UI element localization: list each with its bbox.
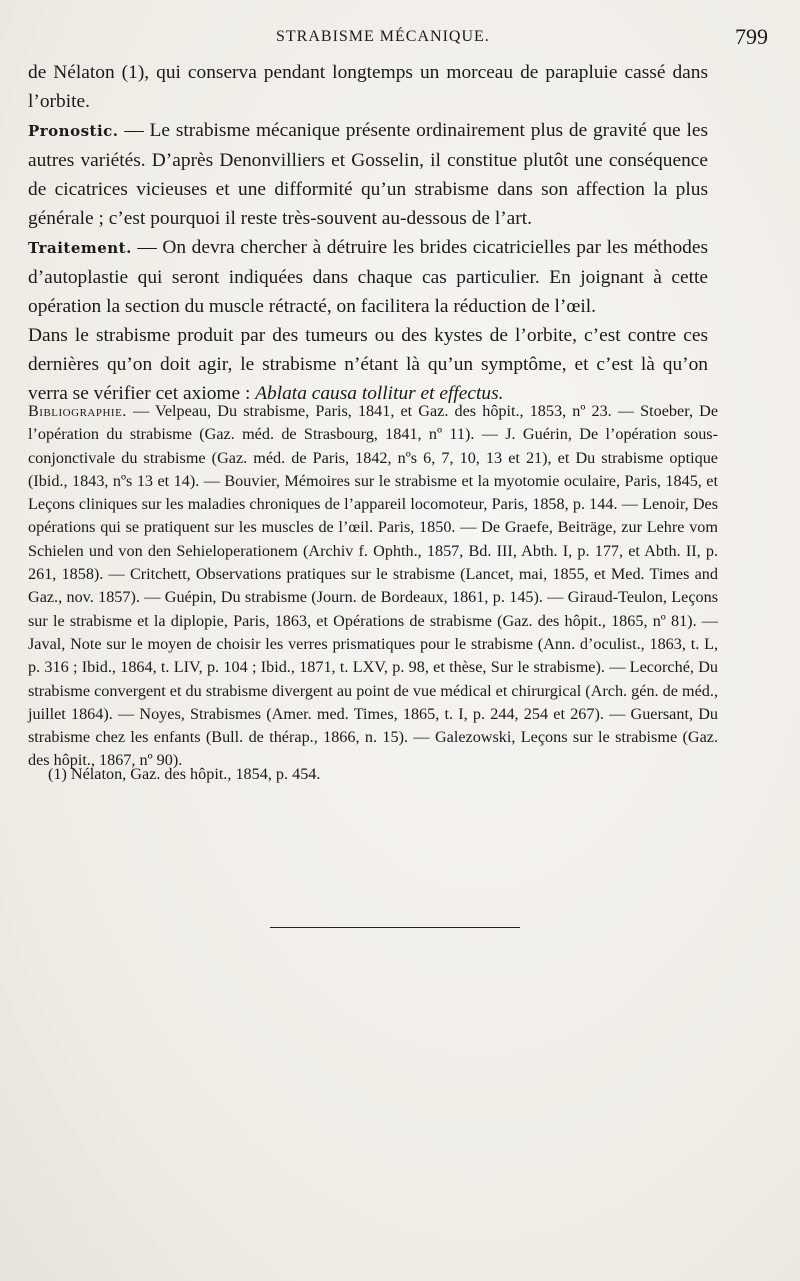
bibliography [28,400,718,773]
tumeurs-text: Dans le strabisme produit par des tumeurs ou des kystes de l’orbite, c’est contre ces dernières qu’on doit agir, le strabisme n’étant là qu’un symptôme, et c’est là qu’on verra se vérifier cet axiome : [28,325,708,404]
footnote: (1) Nélaton, Gaz. des hôpit., 1854, p. 454. [48,765,321,783]
running-title: STRABISME MÉCANIQUE. [276,28,490,45]
paragraph-pronostic [28,116,708,233]
end-rule [270,927,520,928]
pronostic-heading: Pronostic. [28,122,119,140]
pronostic-text: — Le strabisme mécanique présente ordinairement plus de gravité que les autres variétés. D’après Denonvilliers et Gosselin, il constitue plutôt une conséquence de cicatrices vicieuses et une difformité qu’un strabisme dans son affection la plus générale ; c’est pourquoi il reste très-souvent au-dessous de l’art. [28,120,708,229]
traitement-text: — On devra chercher à détruire les brides cicatricielles par les méthodes d’autoplastie qui seront indiquées dans chaque cas particulier. En joignant à cette opération la section du muscle rétracté, on facilitera la réduction de l’œil. [28,237,708,317]
main-text [28,58,708,408]
bibliography-text: — Velpeau, Du strabisme, Paris, 1841, et Gaz. des hôpit., 1853, nº 23. — Stoeber, De l’opération du strabisme (Gaz. méd. de Strasbourg, 1841, nº 11). — J. Guérin, De l’opération sous-conjonctivale du strabisme (Gaz. méd. de Paris, 1842, nºs 6, 7, 10, 13 et 21), et Du strabisme optique (Ibid., 1843, nºs 13 et 14). — Bouvier, Mémoires sur le strabisme et la myotomie oculaire, Paris, 1845, et Leçons cliniques sur les maladies chroniques de l’appareil locomoteur, Paris, 1858, p. 144. — Lenoir, Des opérations qui se pratiquent sur les muscles de l’œil. Paris, 1850. — De Graefe, Beiträge, zur Lehre vom Schielen und von den Sehieloperationem (Archiv f. Ophth., 1857, Bd. III, Abth. I, p. 177, et Abth. II, p. 261, 1858). — Critchett, Observations pratiques sur le strabisme (Lancet, mai, 1855, et Med. Times and Gaz., nov. 1857). — Guépin, Du strabisme (Journ. de Bordeaux, 1861, p. 145). — Giraud-Teulon, Leçons sur le strabisme et la diplopie, Paris, 1863, et Opérations de strabisme (Gaz. des hôpit., 1865, nº 81). — Javal, Note sur le moyen de choisir les verres prismatiques pour le strabisme (Ann. d’oculist., 1863, t. L, p. 316 ; Ibid., 1864, t. LIV, p. 104 ; Ibid., 1871, t. LXV, p. 98, et thèse, Sur le strabisme). — Lecorché, Du strabisme convergent et du strabisme divergent au point de vue médical et chirurgical (Arch. gén. de méd., juillet 1864). — Noyes, Strabismes (Amer. med. Times, 1865, t. I, p. 244, 254 et 267). — Guersant, Du strabisme chez les enfants (Bull. de thérap., 1866, n. 15). — Galezowski, Leçons sur le strabisme (Gaz. des hôpit., 1867, nº 90). [28,402,718,770]
paragraph-traitement [28,233,708,321]
page-number: 799 [735,24,768,49]
page-header [36,24,768,52]
paragraph-tumeurs [28,321,708,408]
bibliography-heading: Bibliographie. [28,402,127,420]
latin-axiom: Ablata causa tollitur et effectus. [255,383,504,404]
paragraph-continuation: de Nélaton (1), qui conserva pendant longtemps un morceau de parapluie cassé dans l’orbite. [28,62,708,112]
traitement-heading: Traitement. [28,239,132,257]
